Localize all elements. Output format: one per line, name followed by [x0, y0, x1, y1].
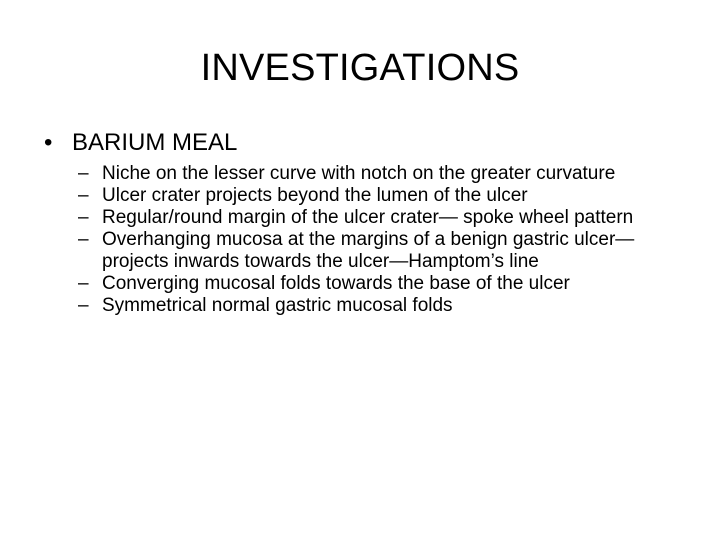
- bullet-icon: •: [44, 129, 53, 156]
- sub-bullet-item: [78, 163, 678, 185]
- dash-icon: –: [78, 163, 89, 184]
- sub-bullet-text: Overhanging mucosa at the margins of a benign gastric ulcer—projects inwards towards the ulcer—Hamptom’s line: [102, 229, 635, 272]
- sub-bullet-item: [78, 185, 678, 207]
- dash-icon: –: [78, 295, 89, 316]
- sub-bullet-text: Ulcer crater projects beyond the lumen of the ulcer: [102, 185, 528, 206]
- sub-bullet-item: [78, 295, 678, 317]
- dash-icon: –: [78, 229, 89, 250]
- dash-icon: –: [78, 185, 89, 206]
- dash-icon: –: [78, 207, 89, 228]
- slide-title: INVESTIGATIONS: [200, 47, 520, 89]
- bullet-text: BARIUM MEAL: [72, 129, 238, 156]
- sub-bullet-text: Regular/round margin of the ulcer crater— spoke wheel pattern: [102, 207, 634, 228]
- dash-icon: –: [78, 273, 89, 294]
- sub-bullet-text: Symmetrical normal gastric mucosal folds: [102, 295, 453, 316]
- bullet-item: [44, 128, 237, 158]
- sub-bullet-list: [78, 163, 678, 317]
- sub-bullet-item: [78, 273, 678, 295]
- sub-bullet-item: [78, 229, 678, 273]
- sub-bullet-item: [78, 207, 678, 229]
- sub-bullet-text: Converging mucosal folds towards the base of the ulcer: [102, 273, 570, 294]
- sub-bullet-text: Niche on the lesser curve with notch on the greater curvature: [102, 163, 616, 184]
